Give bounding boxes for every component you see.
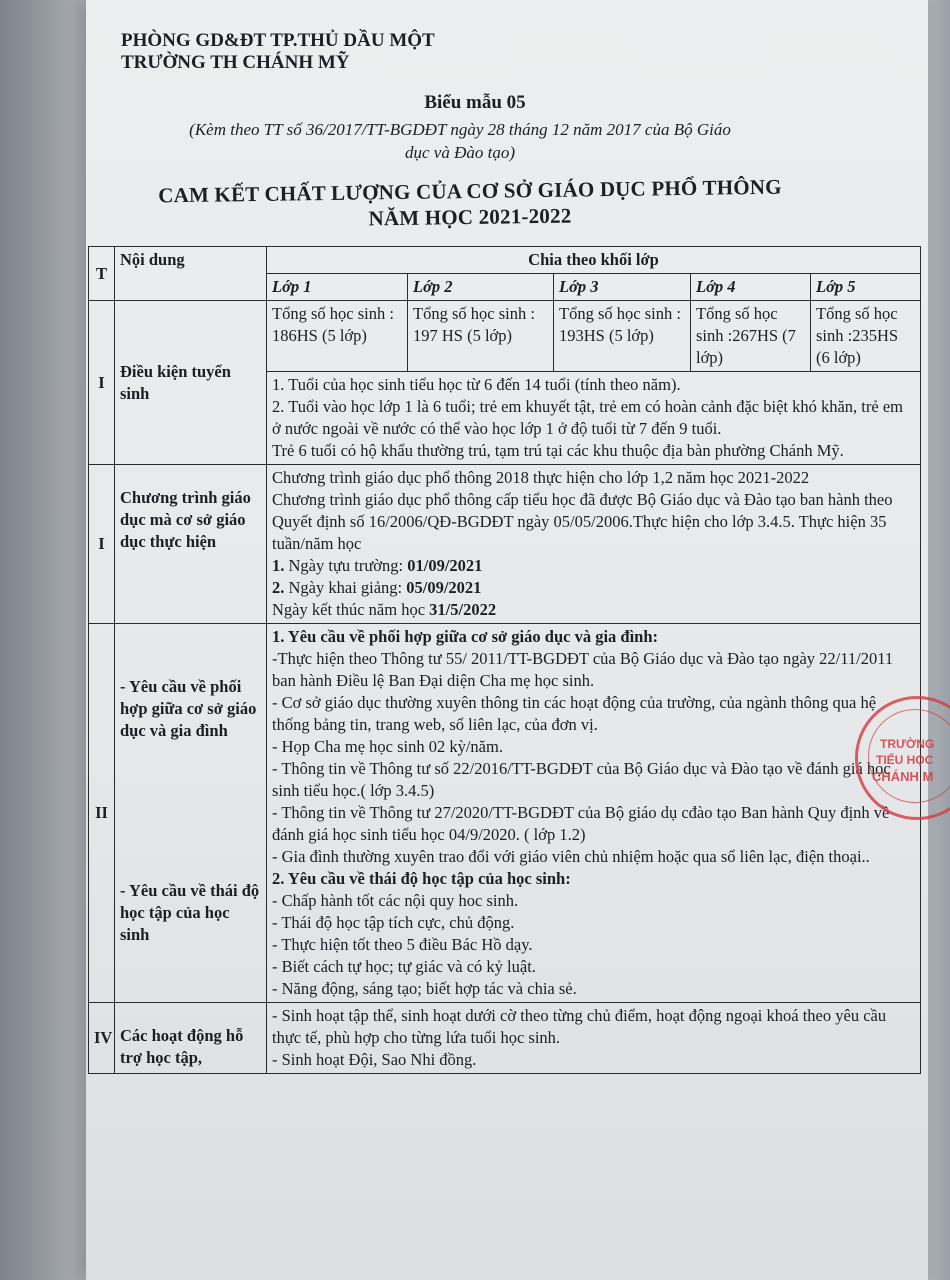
text-line: Chương trình giáo dục phổ thông 2018 thực hiện cho lớp 1,2 năm học 2021-2022 <box>272 468 810 487</box>
text-line: - Thông tin về Thông tư số 22/2016/TT-BGDĐT của Bộ Giáo dục và Đào tạo về đánh giá học sinh tiểu học.( lớp 3.4.5) <box>272 759 891 800</box>
text-line: - Thông tin về Thông tư 27/2020/TT-BGDĐT của Bộ giáo dụ cđào tạo Ban hành Quy định về đánh giá học sinh tiểu học 04/9/2020. ( lớp 1.2) <box>272 803 890 844</box>
document-header <box>121 30 435 74</box>
program-content <box>267 465 921 624</box>
date-text: Ngày khai giảng: <box>284 578 407 597</box>
date-value: 31/5/2022 <box>429 600 497 619</box>
title-line1: CAM KẾT CHẤT LƯỢNG CỦA CƠ SỞ GIÁO DỤC PHỔ THÔNG <box>158 174 782 208</box>
col-tt-header: T <box>89 247 115 301</box>
table-header-row <box>89 247 921 274</box>
date-text: Ngày kết thúc năm học <box>272 600 430 619</box>
text-line: - Cơ sở giáo dục thường xuyên thông tin các hoạt động của trường, của ngành thông qua hệ thống bảng tin, trang web, sổ liên lạc, của đơn vị. <box>272 693 877 734</box>
text-line: - Gia đình thường xuyên trao đổi với giáo viên chủ nhiệm hoặc qua sổ liên lạc, điện thoại.. <box>272 847 870 866</box>
text-line: - Chấp hành tốt các nội quy hoc sinh. <box>272 891 519 910</box>
date-line <box>272 577 915 599</box>
page-title <box>120 174 820 231</box>
section-heading: 2. Yêu cầu về thái độ học tập của học sinh: <box>272 869 571 888</box>
form-reference-line1: (Kèm theo TT số 36/2017/TT-BGDĐT ngày 28 tháng 12 năm 2017 của Bộ Giáo <box>189 120 731 139</box>
department-name: PHÒNG GD&ĐT TP.THỦ DẦU MỘT <box>121 30 435 51</box>
text-line: - Sinh hoạt tập thể, sinh hoạt dưới cờ theo từng chủ điểm, hoạt động ngoại khoá theo yêu cầu thực tế, phù hợp cho từng lứa tuổi học sinh. <box>272 1006 887 1047</box>
row-label-part: - Yêu cầu về phối hợp giữa cơ sở giáo dục và gia đình <box>120 677 257 740</box>
seal-text: TRƯỜNG <box>880 737 935 751</box>
class-count: Tổng số học sinh :235HS (6 lớp) <box>811 301 921 372</box>
class-count: Tổng số học sinh : 193HS (5 lớp) <box>554 301 691 372</box>
class-name: Lớp 3 <box>554 274 691 301</box>
text-line: - Năng động, sáng tạo; biết hợp tác và chia sẻ. <box>272 979 577 998</box>
row-number: I <box>89 465 115 624</box>
class-name: Lớp 2 <box>408 274 554 301</box>
class-name: Lớp 1 <box>267 274 408 301</box>
text-line: 1. Tuổi của học sinh tiểu học từ 6 đến 14 tuổi (tính theo năm). <box>272 375 681 394</box>
row-label-part: - Yêu cầu về thái độ học tập của học sinh <box>120 881 260 944</box>
class-count: Tổng số học sinh : 197 HS (5 lớp) <box>408 301 554 372</box>
admission-conditions <box>267 372 921 465</box>
text-line: - Thái độ học tập tích cực, chủ động. <box>272 913 515 932</box>
table-row <box>89 624 921 1003</box>
class-count: Tổng số học sinh : 186HS (5 lớp) <box>267 301 408 372</box>
text-line: - Họp Cha mẹ học sinh 02 kỳ/năm. <box>272 737 503 756</box>
text-line: -Thực hiện theo Thông tư 55/ 2011/TT-BGDĐT của Bộ Giáo dục và Đào tạo ngày 22/11/2011 ban hành Điều lệ Ban Đại diện Cha mẹ học sinh. <box>272 649 894 690</box>
text-line: - Sinh hoạt Đội, Sao Nhi đồng. <box>272 1050 477 1069</box>
activities-content <box>267 1003 921 1074</box>
school-name: TRƯỜNG TH CHÁNH MỸ <box>121 52 350 73</box>
text-line: 2. Tuổi vào học lớp 1 là 6 tuổi; trẻ em khuyết tật, trẻ em có hoàn cảnh đặc biệt khó khăn, trẻ em ở nước ngoài về nước có thể vào học lớp 1 ở độ tuổi từ 7 đến 9 tuổi. <box>272 397 903 438</box>
requirements-content <box>267 624 921 1003</box>
date-line <box>272 599 915 621</box>
row-number: II <box>89 624 115 1003</box>
seal-text: CHÁNH M <box>872 769 934 784</box>
text-line: Trẻ 6 tuổi có hộ khẩu thường trú, tạm trú tại các khu thuộc địa bàn phường Chánh Mỹ. <box>272 441 844 460</box>
row-label: Các hoạt động hỗ trợ học tập, <box>115 1003 267 1074</box>
class-name: Lớp 5 <box>811 274 921 301</box>
form-reference <box>180 118 740 164</box>
row-number: I <box>89 301 115 465</box>
quality-table <box>88 246 921 1074</box>
title-line2: NĂM HỌC 2021-2022 <box>368 203 572 231</box>
row-number: IV <box>89 1003 115 1074</box>
table-row <box>89 301 921 372</box>
row-label: Chương trình giáo dục mà cơ sở giáo dục thực hiện <box>115 465 267 624</box>
col-group-header: Chia theo khối lớp <box>267 247 921 274</box>
form-reference-line2: dục và Đào tạo) <box>404 143 515 162</box>
seal-text: TIỂU HỌC <box>876 753 934 767</box>
row-label <box>115 624 267 1003</box>
date-label: 1. <box>272 556 285 575</box>
row-label: Điều kiện tuyển sinh <box>115 301 267 465</box>
table-row <box>89 465 921 624</box>
class-name: Lớp 4 <box>691 274 811 301</box>
text-line: - Biết cách tự học; tự giác và có kỷ luật. <box>272 957 536 976</box>
date-line <box>272 555 915 577</box>
col-content-header: Nội dung <box>115 247 267 301</box>
date-text: Ngày tựu trường: <box>284 556 408 575</box>
text-line: - Thực hiện tốt theo 5 điều Bác Hồ dạy. <box>272 935 533 954</box>
text-line: Chương trình giáo dục phổ thông cấp tiểu học đã được Bộ Giáo dục và Đào tạo ban hành theo Quyết định số 16/2006/QĐ-BGDĐT ngày 05/05/2006.Thực hiện cho lớp 3.4.5. Thực hiện 35 tuần/năm học <box>272 490 893 553</box>
class-count: Tổng số học sinh :267HS (7 lớp) <box>691 301 811 372</box>
table-row <box>89 1003 921 1074</box>
date-value: 01/09/2021 <box>407 556 483 575</box>
date-value: 05/09/2021 <box>406 578 482 597</box>
form-number: Biểu mẫu 05 <box>424 92 526 113</box>
date-label: 2. <box>272 578 285 597</box>
section-heading: 1. Yêu cầu về phối hợp giữa cơ sở giáo dục và gia đình: <box>272 627 659 646</box>
